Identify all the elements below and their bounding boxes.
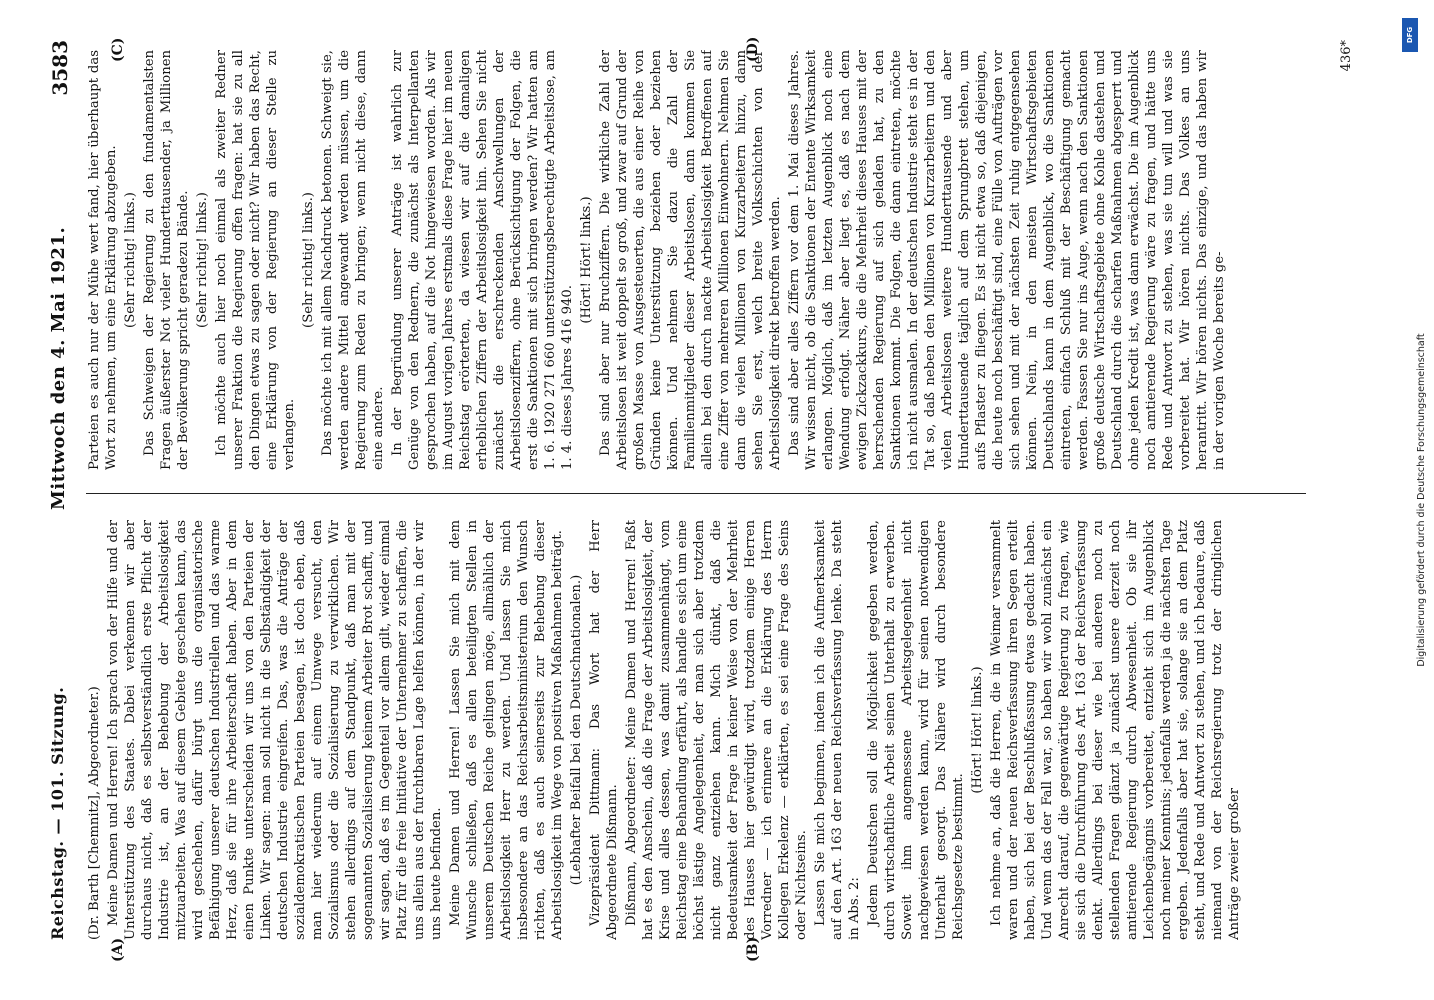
interjection: (Hört! Hört! links.) [970, 666, 985, 794]
left-column [86, 520, 1306, 940]
header-session-title: Reichstag. — 101. Sitzung. [48, 686, 67, 940]
dfg-logo-text: DFG [1406, 26, 1414, 44]
header-page-number: 3583 [48, 40, 72, 96]
side-margin [1402, 20, 1434, 980]
margin-mark-d: (D) [745, 36, 761, 62]
digitization-note: Digitalisierung gefördert durch die Deutsche Forschungsgemeinschaft [1416, 333, 1427, 667]
interjection: (Sehr richtig! links.) [195, 192, 210, 328]
paragraph: Dißmann, Abgeordneter: Meine Damen und Herren! Faßt hat es den Anschein, daß die Frage der Arbeitslosigkeit, der Krise und alles dessen, was damit zusammenhängt, vom Reichstag eine Behandlung erfährt, als handle es sich um eine höchst lästige Angelegenheit, der man sich aber trotzdem nicht ganz entziehen kann. Mich dünkt, daß die Bedeutsamkeit der Frage in keiner Weise von der Mehrheit des Hauses hier gewürdigt wird, trotzdem einige Herren Vorredner — ich erinnere an die Erklärung des Herrn Kollegen Erkelenz — erklärten, es sei eine Frage des Seins oder Nichtseins. [624, 520, 809, 940]
speaker-continuation: (Dr. Barth [Chemnitz], Abgeordneter.) [87, 686, 102, 940]
paragraph: Meine Damen und Herren! Ich sprach von der Hilfe und der Unterstützung des Staates. Dabei verkennen wir aber durchaus nicht, daß es selbstverständlich erste Pflicht der Industrie ist, an der Behebung der Arbeitslosigkeit mitzuarbeiten. Was auf diesem Gebiete geschehen kann, das wird geschehen, dafür bürgt uns die organisatorische Befähigung unserer deutschen Industriellen und das warme Herz, daß sie für ihre Arbeiterschaft haben. Aber in dem einen Punkte unterscheiden wir uns von den Parteien der Linken. Wir sagen: man soll nicht in die Selbständigkeit der deutschen Industrie eingreifen. Das, was die Anträge der sozialdemokratischen Parteien besagen, ist doch eben, daß man hier wiederum auf einem Umwege versucht, den Sozialismus oder die Sozialisierung zu verwirklichen. Wir stehen allerdings auf dem Standpunkt, daß man mit der sogenannten Sozialisierung keinem Arbeiter Brot schafft, und wir sagen, daß es im Gegenteil vor allem gilt, wieder einmal Platz für die freie Initiative der Unternehmer zu schaffen, die uns allein aus der furchtbaren Lage helfen können, in der wir uns heute befinden. [106, 520, 444, 940]
paragraph: In der Begründung unserer Anträge ist wahrlich zur Genüge von den Rednern, die zunächst als Interpellanten gesprochen haben, auf die Not hingewiesen worden. Als wir im August vorigen Jahres erstmals diese Frage hier im neuen Reichstag erörterten, da wiesen wir auf die damaligen erheblichen Ziffern der Arbeitslosigkeit hin. Sehen Sie nicht zunächst die erschreckenden Anschwellungen der Arbeitslosenziffern, ohne Berücksichtigung der Folgen, die erst die Sanktionen mit sich bringen werden? Wir hatten am 1. 6. 1920 271 660 unterstützungsberechtigte Arbeitslose, am 1. 4. dieses Jahres 416 940. [390, 50, 575, 470]
quotation: Jedem Deutschen soll die Möglichkeit gegeben werden, durch wirtschaftliche Arbeit seinen Unterhalt zu erwerben. Soweit ihm angemessene Arbeitsgelegenheit nicht nachgewiesen werden kann, wird für seinen notwendigen Unterhalt gesorgt. Das Nähere wird durch besondere Reichsgesetze bestimmt. [866, 520, 966, 940]
interjection: (Hört! Hört! links.) [579, 196, 594, 324]
paragraph: Ich nehme an, daß die Herren, die in Weimar versammelt waren und der neuen Reichsverfassung ihren Segen erteilt haben, sich bei der Beschlußfassung etwas gedacht haben. Und wenn das der Fall war, so haben wir wohl zunächst ein Anrecht darauf, die gegenwärtige Regierung zu fragen, wie sie sich die Durchführung des Art. 163 der Reichsverfassung denkt. Allerdings bei dieser wie bei anderen noch zu stellenden Fragen glänzt ja zunächst unsere derzeit noch amtierende Regierung durch Abwesenheit. Ob sie ihr Leichenbegängnis vorbereitet, entzieht sich im Augenblick noch meiner Kenntnis; jedenfalls werden ja die nächsten Tage ergeben. Jedenfalls aber hat sie, solange sie an dem Platz steht, und Rede und Antwort zu stehen, und ich bedaure, daß niemand von der Reichsregierung trotz der dringlichen Anträge zweier großer [989, 520, 1242, 940]
header-date: Mittwoch den 4. Mai 1921. [48, 226, 69, 510]
paragraph: Parteien es auch nur der Mühe wert fand, hier überhaupt das Wort zu nehmen, um eine Erklärung abzugeben. [87, 50, 119, 470]
margin-mark-b: (B) [745, 936, 761, 962]
paragraph: Das Schweigen der Regierung zu den fundamentalsten Fragen äußerster Not vieler Hunderttausender, ja Millionen der Bevölkerung spricht geradezu Bände. [142, 50, 191, 470]
rotated-page [40, 36, 1354, 962]
page-footer-number: 436* [1339, 40, 1354, 72]
paragraph: Lassen Sie mich beginnen, indem ich die Aufmerksamkeit auf den Art. 163 der neuen Reichsverfassung lenke. Da steht in Abs. 2: [813, 520, 862, 940]
paragraph: Das sind aber alles Ziffern vor dem 1. Mai dieses Jahres. Wir wissen nicht, ob die Sanktionen der Entente Wirksamkeit erlangen. Möglich, daß im letzten Augenblick noch eine Wendung erfolgt. Näher aber liegt es, daß es nach dem ewigen Zickzackkurs, die die Mehrheit dieses Hauses mit der herrschenden Regierung auf sich geladen hat, zu den Sanktionen kommt. Die Folgen, die dann eintreten, möchte ich nicht ausmalen. In der deutschen Industrie steht es in der Tat so, daß neben den Millionen von Kurzarbeitern und den vielen Arbeitslosen weitere Hunderttausende und aber Hunderttausende täglich auf dem Sprungbrett stehen, um aufs Pflaster zu fliegen. Es ist nicht etwa so, daß diejenigen, die heute noch beschäftigt sind, eine Fülle von Aufträgen vor sich sehen und mit der nächsten Zeit ruhig entgegensehen können. Nein, in den meisten Wirtschaftsgebieten Deutschlands kann in dem Augenblick, wo die Sanktionen eintreten, einfach Schluß mit der Beschäftigung gemacht werden. Fassen Sie nur ins Auge, wenn nach den Sanktionen große deutsche Wirtschaftsgebiete ohne Kohle dastehen und Deutschland durch die scharfen Maßnahmen abgesperrt und ohne jeden Kredit ist, was dann erwächst. Die im Augenblick noch amtierende Regierung wäre zu fragen, und hätte uns Rede und Antwort zu stehen, was sie tun will und was sie vorbereitet hat. Wir hören nichts. Das Volkes an uns herantritt. Wir hören nichts. Das einzige, und das haben wir in der vorigen Woche bereits ge- [787, 50, 1227, 470]
margin-mark-a: (A) [110, 937, 126, 962]
dfg-logo [1402, 18, 1418, 52]
margin-mark-c: (C) [110, 37, 126, 62]
interjection: (Sehr richtig! links.) [301, 192, 316, 328]
page-header [40, 40, 80, 940]
paragraph: Das möchte ich mit allem Nachdruck betonen. Schweigt sie, werden andere Mittel angewandt werden müssen, um die Regierung zum Reden zu bringen; wenn nicht diese, dann eine andere. [320, 50, 386, 470]
column-rule [86, 493, 1306, 494]
interjection: (Sehr richtig! links.) [123, 192, 138, 328]
right-column [86, 50, 1306, 470]
paragraph: Ich möchte auch hier noch einmal als zweiter Redner unserer Fraktion die Regierung offen fragen: hat sie zu all den Dingen etwas zu sagen oder nicht? Wir haben das Recht, eine Erklärung von der Regierung an dieser Stelle zu verlangen. [214, 50, 297, 470]
paragraph: Meine Damen und Herren! Lassen Sie mich mit dem Wunsche schließen, daß es allen beteiligten Stellen in unserem Deutschen Reiche gelingen möge, allmählich der Arbeitslosigkeit Herr zu werden. Und lassen Sie mich insbesondere an das Reichsarbeitsministerium den Wunsch richten, daß es auch seinerseits zur Behebung dieser Arbeitslosigkeit im Wege von positiven Maßnahmen beiträgt. [448, 520, 565, 940]
interjection: (Lebhafter Beifall bei den Deutschnationalen.) [569, 574, 584, 886]
paragraph: Vizepräsident Dittmann: Das Wort hat der Herr Abgeordnete Dißmann. [588, 520, 620, 940]
paragraph: Das sind aber nur Bruchziffern. Die wirkliche Zahl der Arbeitslosen ist weit doppelt so groß, und zwar auf Grund der großen Masse von Ausgesteuerten, die aus einer Reihe von Gründen keine Unterstützung beziehen oder beziehen können. Und nehmen Sie dazu die Zahl der Familienmitglieder dieser Arbeitslosen, dann kommen Sie allein bei den durch nackte Arbeitslosigkeit Betroffenen auf eine Ziffer von mehreren Millionen Einwohnern. Nehmen Sie dann die vielen Millionen von Kurzarbeitern hinzu, dann sehen Sie erst, welch breite Volksschichten von der Arbeitslosigkeit direkt betroffen werden. [598, 50, 783, 470]
